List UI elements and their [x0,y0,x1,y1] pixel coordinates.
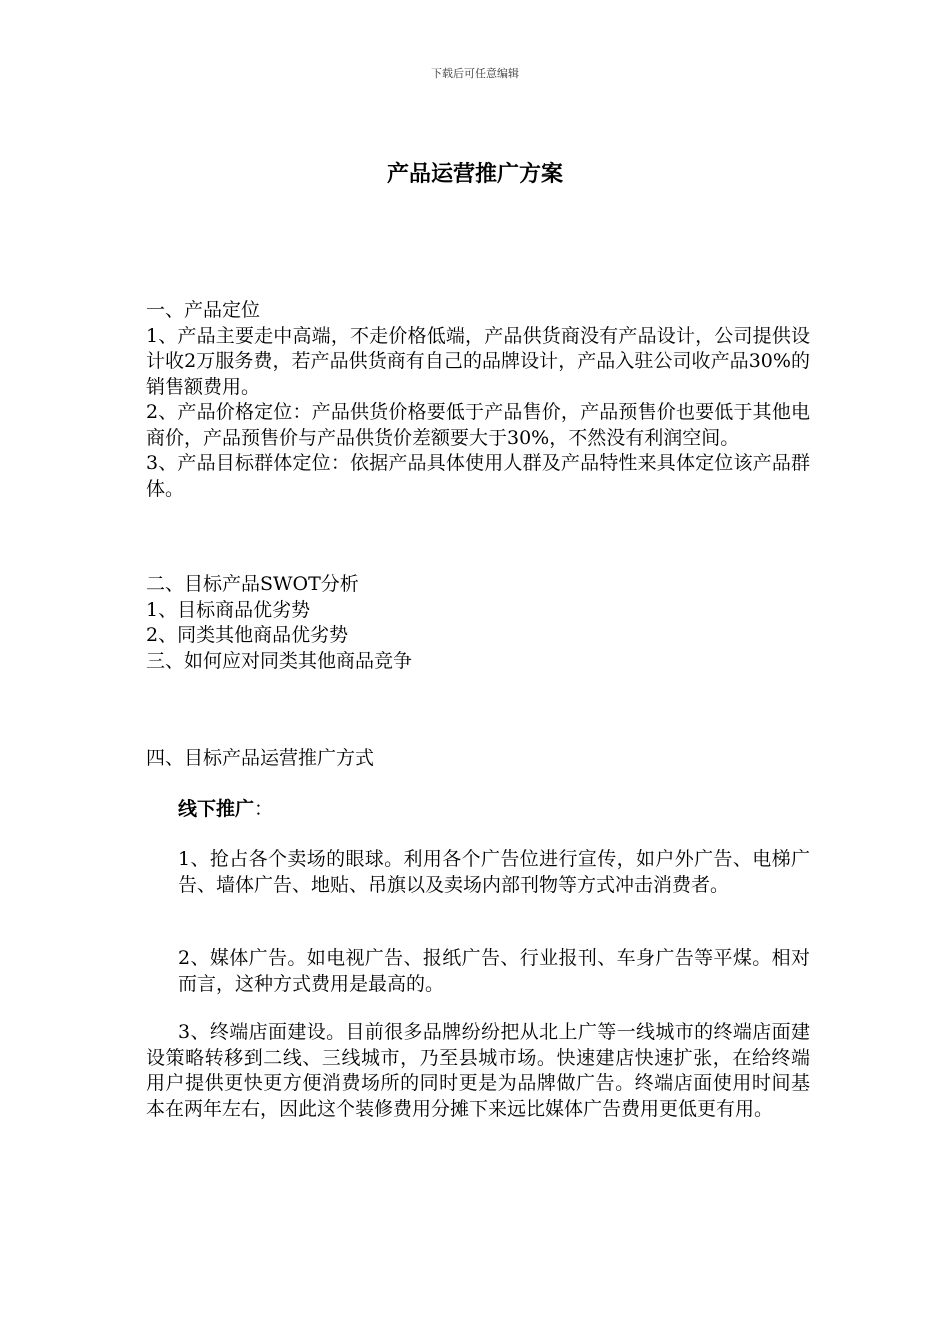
section1-paragraph-1: 1、产品主要走中高端，不走价格低端，产品供货商没有产品设计，公司提供设计收2万服务费，若产品供货商有自己的品牌设计，产品入驻公司收产品30%的销售额费用。 [146,324,810,398]
section4-paragraph-3-block [146,1020,810,1122]
section-swot-analysis [146,572,810,674]
offline-promotion-colon: ： [254,798,274,820]
section3-heading: 三、如何应对同类其他商品竞争 [146,649,413,672]
section2-item-2: 2、同类其他商品优劣势 [146,624,349,646]
section-product-positioning [146,298,810,502]
document-title: 产品运营推广方案 [386,161,563,187]
section4-paragraph-3: 3、终端店面建设。目前很多品牌纷纷把从北上广等一线城市的终端店面建设策略转移到二线、三线城市，乃至县城市场。快速建店快速扩张，在给终端用户提供更快更方便消费场所的同时更是为品牌做广告。终端店面使用时间基本在两年左右，因此这个装修费用分摊下来远比媒体广告费用更低更有用。 [146,1021,810,1120]
section4-paragraph-2: 2、媒体广告。如电视广告、报纸广告、行业报刊、车身广告等平煤。相对而言，这种方式费用是最高的。 [178,947,810,995]
offline-promotion-heading [146,797,810,823]
section4-heading: 四、目标产品运营推广方式 [146,747,375,769]
section1-paragraph-2: 2、产品价格定位：产品供货价格要低于产品售价，产品预售价也要低于其他电商价，产品预售价与产品供货价差额要大于30%，不然没有利润空间。 [146,401,810,449]
section4-paragraph-1: 1、抢占各个卖场的眼球。利用各个广告位进行宣传，如户外广告、电梯广告、墙体广告、地贴、吊旗以及卖场内部刊物等方式冲击消费者。 [178,848,810,896]
section2-item-1: 1、目标商品优劣势 [146,598,311,621]
section1-heading: 一、产品定位 [146,299,261,321]
section2-heading: 二、目标产品SWOT分析 [146,573,359,595]
section4-paragraph-1-block [146,847,810,898]
offline-promotion-label: 线下推广 [178,798,255,820]
section-promotion-methods [146,746,810,772]
section4-paragraph-2-block [146,946,810,997]
section1-paragraph-3: 3、产品目标群体定位：依据产品具体使用人群及产品特性来具体定位该产品群体。 [146,452,810,500]
header-note: 下载后可任意编辑 [431,67,519,80]
offline-promotion-block [146,797,810,823]
